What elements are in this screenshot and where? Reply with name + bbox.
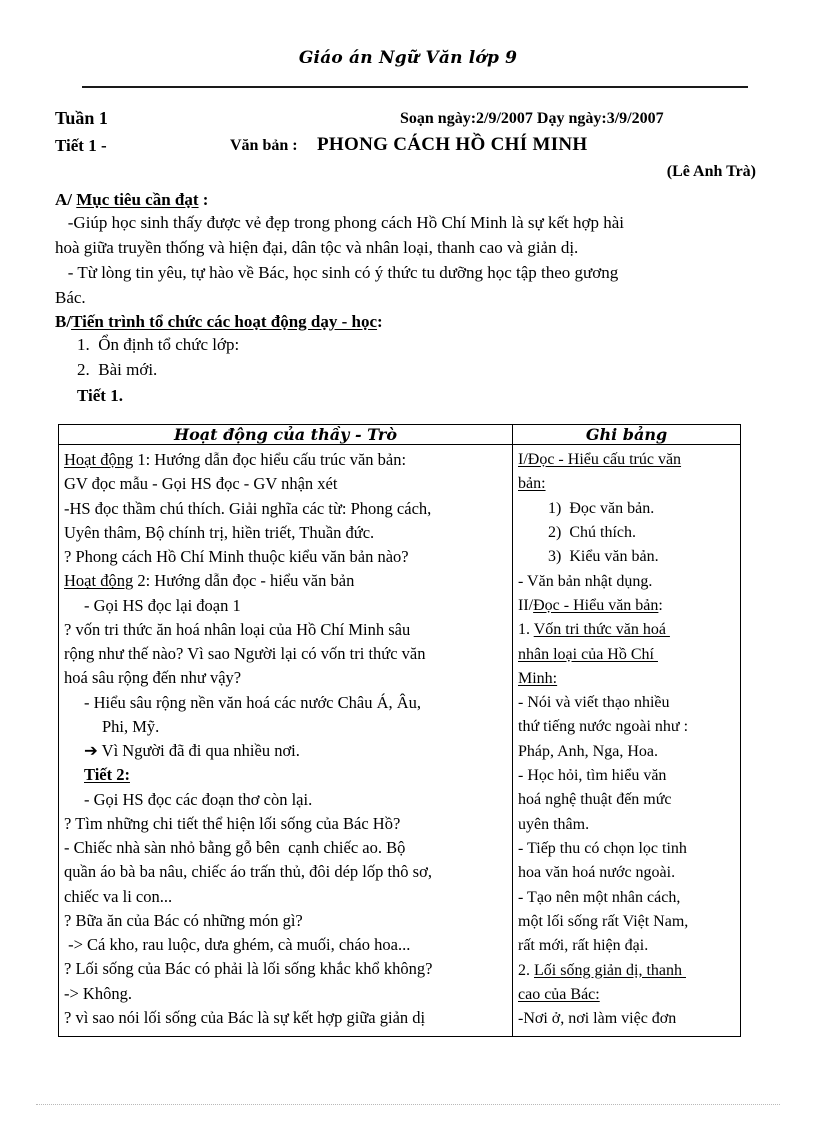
board-line: - Văn bản nhật dụng. bbox=[518, 572, 653, 590]
board-line bbox=[518, 448, 736, 472]
activity-line: -> Cá kho, rau luộc, dưa ghém, cà muối, cháo hoa... bbox=[64, 935, 411, 954]
column-header-activities: Hoạt động của thầy - Trò bbox=[59, 425, 513, 445]
activity-line: GV đọc mẫu - Gọi HS đọc - GV nhận xét bbox=[64, 474, 338, 494]
activities-content bbox=[59, 445, 512, 1034]
board-line: - Học hỏi, tìm hiểu văn bbox=[518, 767, 667, 785]
activity-line: ➔ Vì Người đã đi qua nhiều nơi. bbox=[84, 741, 300, 760]
activity-line: chiếc va li con... bbox=[64, 886, 173, 906]
underlined-text: bản: bbox=[518, 475, 546, 493]
board-line bbox=[518, 667, 736, 691]
board-line: - Nói và viết thạo nhiều bbox=[518, 694, 670, 712]
underlined-text: I/Đọc - Hiểu cấu trúc văn bbox=[518, 451, 682, 468]
objectives-heading-prefix: A/ bbox=[55, 190, 77, 209]
board-line: - Tạo nên một nhân cách, bbox=[518, 888, 681, 906]
process-heading bbox=[55, 312, 760, 332]
underlined-text: Minh: bbox=[518, 669, 558, 687]
activity-line: ? Phong cách Hồ Chí Minh thuộc kiểu văn bản nào? bbox=[64, 547, 409, 566]
cell-board bbox=[513, 445, 741, 1037]
board-line bbox=[518, 643, 736, 667]
running-header bbox=[0, 48, 816, 68]
underlined-text: nhân loại của Hồ Chí bbox=[518, 645, 658, 663]
lesson-plan-table bbox=[58, 424, 741, 1037]
board-line: -Nơi ở, nơi làm việc đơn bbox=[518, 1010, 677, 1028]
board-line: 3) Kiểu văn bản. bbox=[548, 548, 659, 566]
cell-activities bbox=[59, 445, 513, 1037]
objectives-lines bbox=[55, 211, 760, 311]
objectives-heading-text: Mục tiêu cần đạt bbox=[76, 190, 199, 209]
underlined-text: Tiết 2: bbox=[84, 765, 130, 785]
board-line: uyên thâm. bbox=[518, 815, 590, 833]
meta-row bbox=[55, 108, 755, 132]
activity-line: Hoạt động 1: Hướng dẫn đọc hiểu cấu trúc văn bản: bbox=[64, 450, 407, 469]
underlined-text: Lối sống giản dị, thanh bbox=[534, 961, 686, 979]
table-header-row bbox=[59, 425, 741, 445]
underlined-text: Vốn tri thức văn hoá bbox=[533, 621, 670, 639]
process-heading-text: Tiến trình tổ chức các hoạt động dạy - học bbox=[71, 311, 378, 331]
process-heading-suffix: : bbox=[377, 311, 383, 331]
activity-line: ? Bữa ăn của Bác có những món gì? bbox=[64, 910, 303, 930]
author-line: (Lê Anh Trà) bbox=[666, 163, 756, 180]
footer-divider bbox=[36, 1104, 780, 1105]
board-line bbox=[518, 983, 736, 1007]
activity-line: - Gọi HS đọc lại đoạn 1 bbox=[84, 595, 241, 615]
board-line: hoa văn hoá nước ngoài. bbox=[518, 864, 676, 882]
process-item: 1. Ổn định tổ chức lớp: bbox=[77, 334, 240, 354]
lesson-title: PHONG CÁCH HỒ CHÍ MINH bbox=[317, 134, 588, 155]
objectives-heading bbox=[55, 190, 760, 210]
column-header-board: Ghi bảng bbox=[513, 425, 741, 445]
dates-label: Soạn ngày:2/9/2007 Dạy ngày:3/9/2007 bbox=[400, 110, 664, 127]
period-row bbox=[55, 134, 755, 160]
running-header-title: Giáo án Ngữ Văn lớp 9 bbox=[298, 48, 518, 68]
activity-line: - Gọi HS đọc các đoạn thơ còn lại. bbox=[84, 789, 313, 809]
board-line: - Tiếp thu có chọn lọc tinh bbox=[518, 840, 687, 857]
board-content bbox=[513, 445, 740, 1036]
board-line: 2) Chú thích. bbox=[548, 523, 636, 541]
activity-line: - Hiểu sâu rộng nền văn hoá các nước Châu Á, Âu, bbox=[84, 692, 422, 712]
board-line: II/Đọc - Hiểu văn bản: bbox=[518, 596, 663, 614]
activity-line: ? Lối sống của Bác có phải là lối sống khắc khổ không? bbox=[64, 959, 433, 979]
board-line: rất mới, rất hiện đại. bbox=[518, 937, 649, 955]
table-content-row bbox=[59, 445, 741, 1037]
objectives-heading-suffix: : bbox=[198, 190, 209, 209]
board-line: Pháp, Anh, Nga, Hoa. bbox=[518, 742, 658, 760]
body-block bbox=[55, 190, 760, 409]
week-label: Tuần 1 bbox=[55, 108, 108, 128]
board-line: hoá nghệ thuật đến mức bbox=[518, 791, 672, 809]
activity-line: ? vì sao nói lối sống của Bác là sự kết hợp giữa giản dị bbox=[64, 1007, 426, 1027]
board-line: 1) Đọc văn bản. bbox=[548, 499, 655, 517]
period-label: Tiết 1 - bbox=[55, 136, 107, 155]
document-kind-label: Văn bản : bbox=[230, 137, 298, 154]
period-marker: Tiết 1. bbox=[77, 385, 123, 405]
activity-line bbox=[64, 763, 508, 787]
underlined-text: Hoạt động bbox=[64, 571, 134, 591]
activity-line: -HS đọc thầm chú thích. Giải nghĩa các từ: Phong cách, bbox=[64, 498, 432, 518]
board-line: 1. Vốn tri thức văn hoá bbox=[518, 621, 670, 639]
activity-line: quần áo bà ba nâu, chiếc áo trấn thủ, đôi dép lốp thô sơ, bbox=[64, 862, 432, 882]
activity-line: Uyên thâm, Bộ chính trị, hiền triết, Thuần đức. bbox=[64, 522, 375, 542]
activity-line: ? vốn tri thức ăn hoá nhân loại của Hồ Chí Minh sâu bbox=[64, 619, 411, 639]
underlined-text: Đọc - Hiểu văn bản bbox=[533, 596, 659, 614]
objective-line: hoà giữa truyền thống và hiện đại, dân tộc và nhân loại, thanh cao và giản dị. bbox=[55, 238, 579, 258]
board-line: một lối sống rất Việt Nam, bbox=[518, 912, 689, 930]
objective-line: - Từ lòng tin yêu, tự hào về Bác, học sinh có ý thức tu dưỡng học tập theo gương bbox=[55, 263, 619, 283]
objective-line: -Giúp học sinh thấy được vẻ đẹp trong phong cách Hồ Chí Minh là sự kết hợp hài bbox=[55, 213, 624, 232]
objective-line: Bác. bbox=[55, 288, 86, 308]
activity-line: Phi, Mỹ. bbox=[102, 716, 160, 736]
process-item: 2. Bài mới. bbox=[77, 359, 158, 379]
activity-line: ? Tìm những chi tiết thể hiện lối sống của Bác Hồ? bbox=[64, 813, 401, 833]
board-line bbox=[518, 472, 736, 496]
process-heading-prefix: B/ bbox=[55, 311, 72, 331]
board-line: thứ tiếng nước ngoài như : bbox=[518, 718, 689, 736]
activity-line: hoá sâu rộng đến như vậy? bbox=[64, 668, 242, 688]
header-rule bbox=[82, 86, 748, 88]
underlined-text: cao của Bác: bbox=[518, 985, 600, 1003]
activity-line: Hoạt động 2: Hướng dẫn đọc - hiểu văn bản bbox=[64, 571, 355, 591]
activity-line: -> Không. bbox=[64, 983, 132, 1003]
process-items bbox=[55, 333, 760, 382]
board-line: 2. Lối sống giản dị, thanh bbox=[518, 961, 686, 979]
underlined-text: Hoạt động bbox=[64, 450, 134, 469]
activity-line: rộng như thế nào? Vì sao Người lại có vốn tri thức văn bbox=[64, 644, 426, 663]
activity-line: - Chiếc nhà sàn nhỏ bằng gỗ bên cạnh chiếc ao. Bộ bbox=[64, 838, 406, 857]
